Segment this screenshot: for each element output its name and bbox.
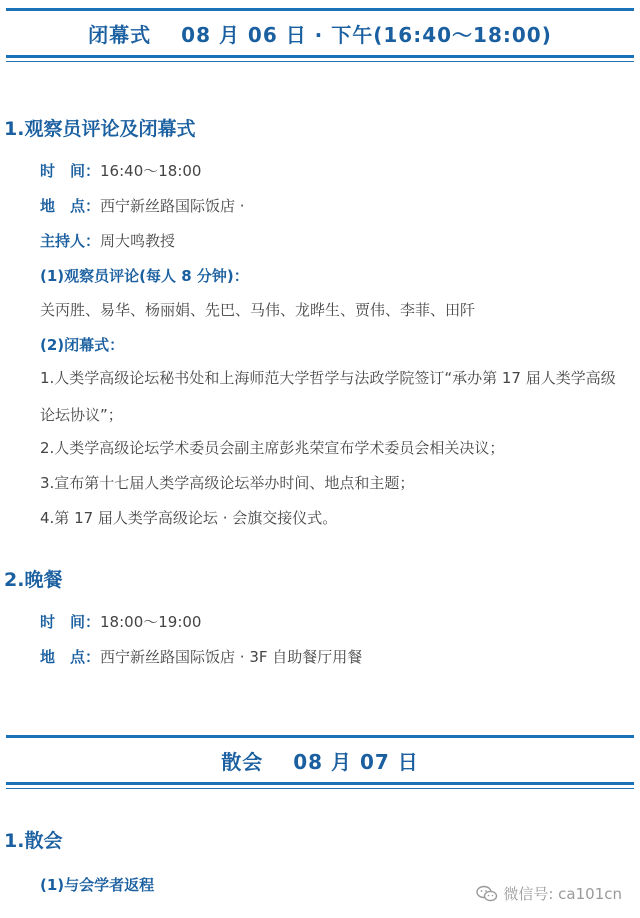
- section-title-adjourn: 1.散会: [4, 830, 63, 852]
- wechat-watermark: [476, 883, 622, 904]
- dinner-place-value: 西宁新丝路国际饭店 · 3F 自助餐厅用餐: [100, 648, 363, 666]
- host-label: 主持人：: [40, 232, 101, 250]
- section-title-closing: 1.观察员评论及闭幕式: [4, 118, 196, 140]
- dinner-time-value: 18:00～19:00: [100, 613, 202, 631]
- closing-ceremony-heading: (2)闭幕式：: [40, 336, 125, 354]
- banner2-title: 散会: [221, 749, 264, 774]
- adjournment-banner: [6, 735, 634, 785]
- time-value: 16:40～18:00: [100, 162, 202, 180]
- dinner-time-label: 时 间：: [40, 613, 101, 631]
- observer-comments-heading: (1)观察员评论(每人 8 分钟)：: [40, 267, 249, 285]
- agenda-item-1: 1.人类学高级论坛秘书处和上海师范大学哲学与法政学院签订“承办第 17 届人类学高级论坛协议”；: [40, 369, 616, 424]
- observer-list: 关丙胜、易华、杨丽娟、先巴、马伟、龙晔生、贾伟、李菲、田阡: [40, 301, 476, 319]
- section-title-dinner: 2.晚餐: [4, 569, 63, 591]
- dinner-time-row: [40, 611, 201, 632]
- return-heading: (1)与会学者返程: [40, 876, 155, 894]
- dinner-place-row: [40, 646, 362, 667]
- closing-ceremony-banner: [6, 8, 634, 58]
- place-value: 西宁新丝路国际饭店 ·: [100, 197, 245, 215]
- place-row: [40, 195, 245, 216]
- dinner-place-label: 地 点：: [40, 648, 101, 666]
- host-value: 周大鸣教授: [100, 232, 176, 250]
- agenda-item-3: 3.宣布第十七届人类学高级论坛举办时间、地点和主题；: [40, 474, 415, 492]
- time-label: 时 间：: [40, 162, 101, 180]
- time-row: [40, 160, 201, 181]
- agenda-item-4: 4.第 17 届人类学高级论坛 · 会旗交接仪式。: [40, 509, 338, 527]
- banner-title: 闭幕式: [88, 22, 152, 47]
- banner2-time: 08 月 07 日: [293, 749, 419, 774]
- agenda-item-2: 2.人类学高级论坛学术委员会副主席彭兆荣宣布学术委员会相关决议；: [40, 439, 505, 457]
- host-row: [40, 230, 175, 251]
- place-label: 地 点：: [40, 197, 101, 215]
- banner-time: 08 月 06 日 · 下午(16:40～18:00): [181, 22, 552, 47]
- watermark-text: 微信号: ca101cn: [503, 885, 622, 903]
- wechat-icon: [476, 885, 498, 903]
